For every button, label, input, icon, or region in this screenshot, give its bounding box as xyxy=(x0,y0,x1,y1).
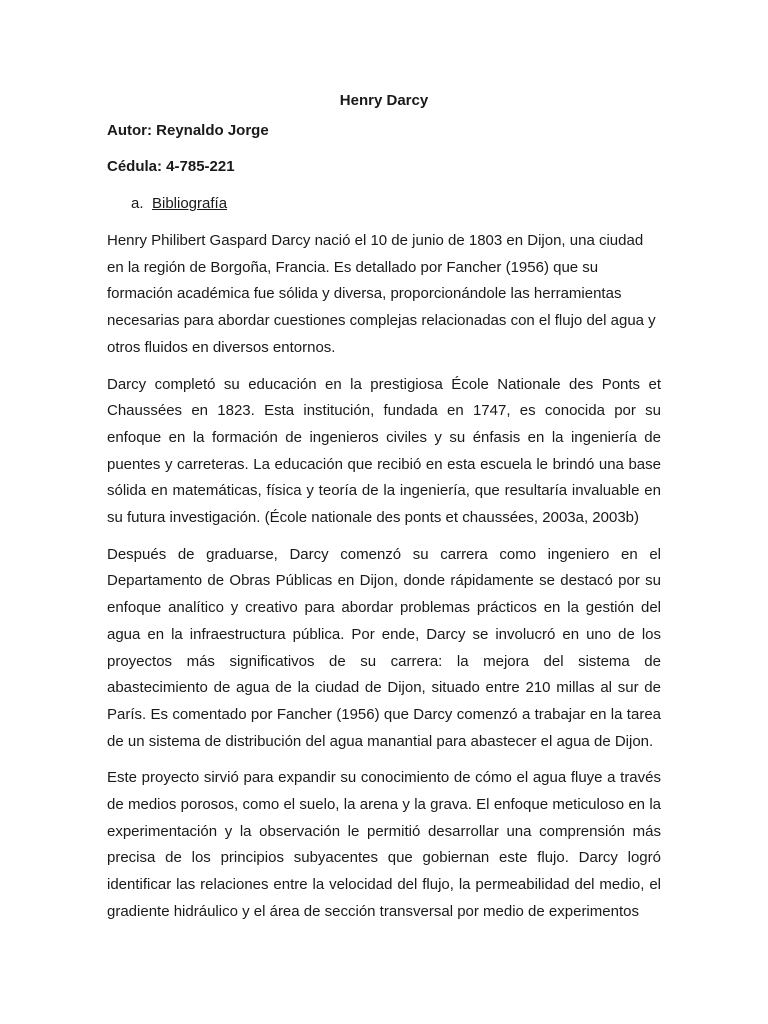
author-line: Autor: Reynaldo Jorge xyxy=(107,122,269,139)
paragraph-3: Después de graduarse, Darcy comenzó su carrera como ingeniero en el Departamento de Obras Públicas en Dijon, donde rápidamente se destacó por su enfoque analítico y creativo para abordar problemas prácticos en la gestión del agua en la infraestructura pública. Por ende, Darcy se involucró en uno de los proyectos más significativos de su carrera: la mejora del sistema de abastecimiento de agua de la ciudad de Dijon, situado entre 210 millas al sur de París. Es comentado por Fancher (1956) que Darcy comenzó a trabajar en la tarea de un sistema de distribución del agua manantial para abastecer el agua de Dijon. xyxy=(107,545,661,750)
id-number-line: Cédula: 4-785-221 xyxy=(107,158,235,175)
paragraph-1: Henry Philibert Gaspard Darcy nació el 10 de junio de 1803 en Dijon, una ciudad en la región de Borgoña, Francia. Es detallado por Fancher (1956) que su formación académica fue sólida y diversa, proporcionándole las herramientas necesarias para abordar cuestiones complejas relacionadas con el flujo del agua y otros fluidos en diversos entornos. xyxy=(107,232,656,356)
paragraph-2: Darcy completó su educación en la prestigiosa École Nationale des Ponts et Chaussées en 1823. Esta institución, fundada en 1747, es conocida por su enfoque en la formación de ingenieros civiles y su énfasis en la ingeniería de puentes y carreteras. La educación que recibió en esta escuela le brindó una base sólida en matemáticas, física y teoría de la ingeniería, que resultaría invaluable en su futura investigación. (École nationale des ponts et chaussées, 2003a, 2003b) xyxy=(107,375,661,527)
section-marker: a. xyxy=(131,195,144,212)
section-label: Bibliografía xyxy=(152,195,228,212)
body-text xyxy=(107,228,661,936)
document-title: Henry Darcy xyxy=(339,92,429,109)
section-heading xyxy=(131,193,227,215)
paragraph-4: Este proyecto sirvió para expandir su conocimiento de cómo el agua fluye a través de medios porosos, como el suelo, la arena y la grava. El enfoque meticuloso en la experimentación y la observación le permitió desarrollar una comprensión más precisa de los principios subyacentes que gobiernan este flujo. Darcy logró identificar las relaciones entre la velocidad del flujo, la permeabilidad del medio, el gradiente hidráulico y el área de sección transversal por medio de experimentos xyxy=(107,769,661,920)
